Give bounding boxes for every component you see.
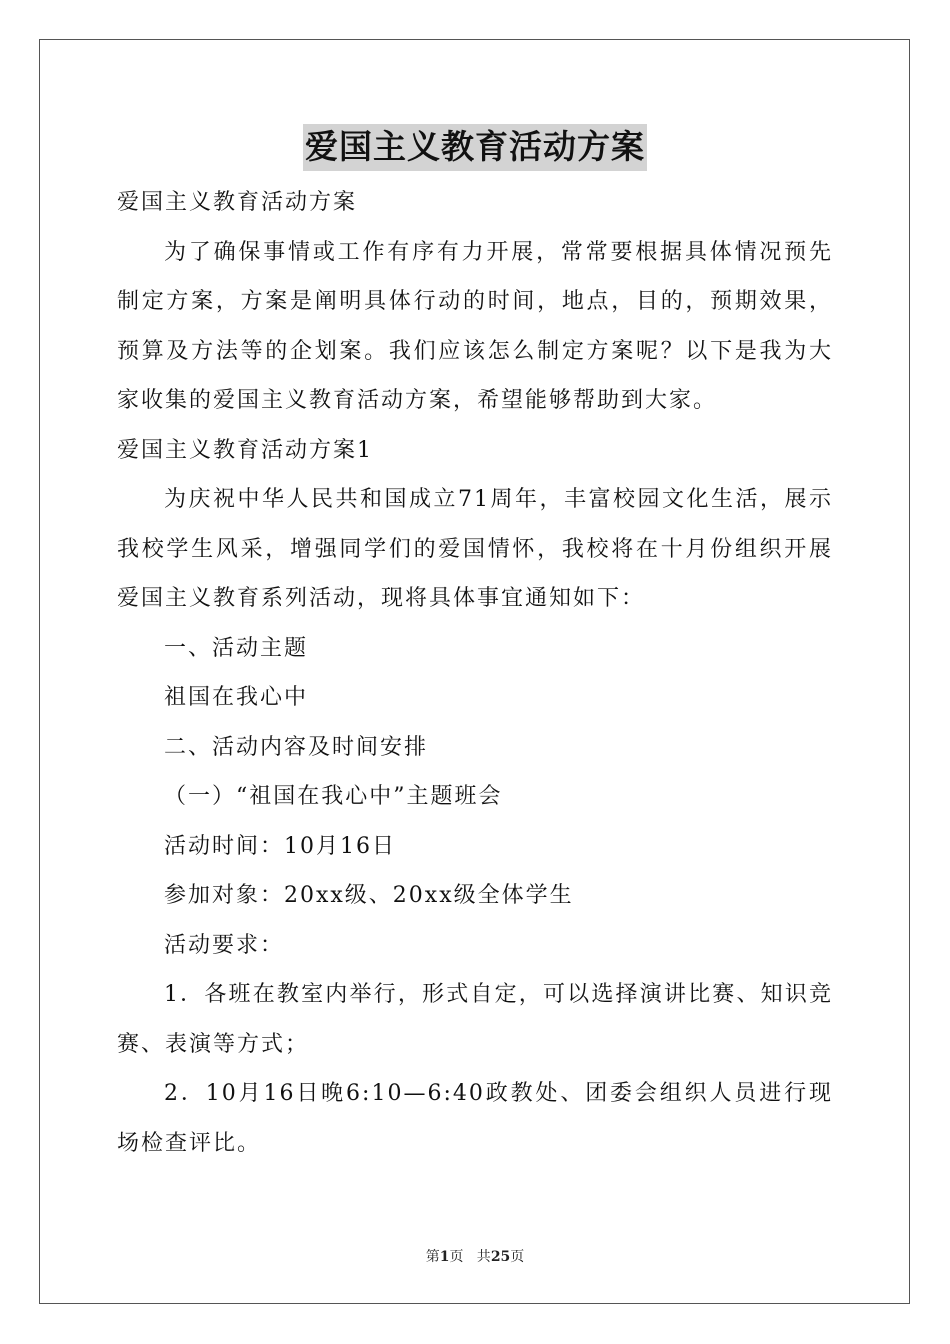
list-item-participants: 参加对象：20xx级、20xx级全体学生 — [164, 883, 574, 908]
list-item-time: 活动时间：10月16日 — [164, 833, 396, 859]
paragraph-intro: 为了确保事情或工作有序有力开展，常常要根据具体情况预先制定方案，方案是阐明具体行动的时间，地点，目的，预期效果，预算及方法等的企划案。我们应该怎么制定方案呢？以下是我为大家收集的爱国主义教育活动方案，希望能够帮助到大家。 — [117, 239, 833, 413]
paragraph-body: 为庆祝中华人民共和国成立71周年，丰富校园文化生活，展示我校学生风采，增强同学们的爱国情怀，我校将在十月份组织开展爱国主义教育系列活动，现将具体事宜通知如下： — [117, 487, 833, 611]
list-item-theme: 祖国在我心中 — [164, 685, 309, 710]
list-item-requirements: 活动要求： — [164, 932, 285, 958]
document-title: 爱国主义教育活动方案 — [303, 124, 647, 171]
footer-suffix: 页 — [510, 1249, 525, 1265]
paragraph-subtitle: 爱国主义教育活动方案 — [117, 190, 358, 215]
title-container — [0, 124, 950, 171]
document-body — [117, 178, 833, 1168]
list-item-requirement-2: 2．10月16日晚6:10—6:40政教处、团委会组织人员进行现场检查评比。 — [117, 1081, 833, 1156]
list-item-class-meeting: （一）“祖国在我心中”主题班会 — [164, 784, 503, 809]
list-item-requirement-1: 1．各班在教室内举行，形式自定，可以选择演讲比赛、知识竞赛、表演等方式； — [117, 982, 833, 1057]
footer-page-current: 1 — [439, 1249, 450, 1265]
footer-page-total: 25 — [490, 1249, 511, 1265]
paragraph-section-heading: 爱国主义教育活动方案1 — [117, 437, 373, 463]
footer-prefix: 第 — [425, 1249, 440, 1265]
list-item-theme-heading: 一、活动主题 — [164, 635, 309, 661]
footer-mid: 页 共 — [449, 1249, 491, 1265]
list-item-content-heading: 二、活动内容及时间安排 — [164, 734, 429, 760]
page-footer — [0, 1246, 950, 1266]
